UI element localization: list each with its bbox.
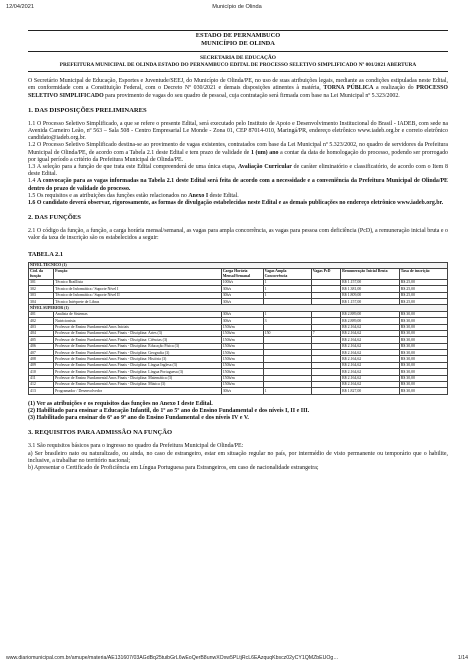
table-header-cell: Vagas Ampla Concorrência — [263, 269, 311, 280]
print-page-number: 1/14 — [457, 655, 468, 661]
print-url: www.diariomunicipal.com.br/amupe/materia/AE131607/03AGdBq25tuibGrL6wEoQerB8unwXOxw5PLtjRcL6EAzquqKbscz02yCY1QMZbEUOg… — [6, 655, 339, 661]
table-cell: Programador / Desenvolvedor — [54, 388, 222, 394]
table-cell: 150h/m — [221, 343, 263, 349]
print-page-title: Município de Olinda — [212, 4, 262, 10]
table-cell: 30h/s — [221, 311, 263, 317]
table-cell: R$ 2.889,00 — [341, 318, 400, 324]
table-cell: R$ 30,00 — [399, 362, 447, 368]
table-notes — [28, 401, 448, 423]
table-cell: R$ 30,00 — [399, 381, 447, 387]
table-cell: 1 — [263, 388, 311, 394]
table-cell: 150h/m — [221, 350, 263, 356]
edital-title: PREFEITURA MUNICIPAL DE OLINDA ESTADO DO PERNAMBUCO EDITAL DE PROCESSO SELETIVO SIMPLIFICADO Nº 001/2021 ABERTURA — [59, 61, 417, 68]
table-cell: Professor de Ensino Fundamental Anos Finais - Disciplina: História (3) — [54, 356, 222, 362]
table-cell: 303 — [29, 292, 54, 298]
note-3: (3) Habilitado para ensinar do 6º ao 9º ano do Ensino Fundamental e dos níveis IV e V. — [28, 415, 249, 422]
item-3-1: 3.1 São requisitos básicos para o ingresso no quadro da Prefeitura Municipal de Olinda/PE: — [28, 443, 244, 450]
table-cell: 406 — [29, 343, 54, 349]
table-cell: 150 — [263, 330, 311, 336]
document-body — [28, 30, 448, 472]
table-cell: Analista de Sistemas — [54, 311, 222, 317]
table-cell: Técnico de Informática / Suporte Nível I — [54, 286, 222, 292]
section-3-title: 3. REQUISITOS PARA ADMISSÃO NA FUNÇÃO — [28, 429, 173, 437]
table-cell: Professor de Ensino Fundamental Anos Finais - Disciplina: Educação Física (3) — [54, 343, 222, 349]
table-cell: R$ 2.164,62 — [341, 356, 400, 362]
table-group-label: NÍVEL SUPERIOR (1) — [29, 305, 448, 311]
table-cell: Técnico de Informática / Suporte Nível II — [54, 292, 222, 298]
table-cell: Professor de Ensino Fundamental Anos Finais - Disciplina: Ciências (3) — [54, 337, 222, 343]
table-cell: R$ 30,00 — [399, 388, 447, 394]
table-cell: 411 — [29, 375, 54, 381]
table-cell: R$ 25,00 — [399, 292, 447, 298]
table-cell: R$ 2.164,62 — [341, 369, 400, 375]
document-header — [28, 30, 448, 72]
table-cell: 301 — [29, 279, 54, 285]
item-1-4: 1.4 A convocação para as vagas informadas na Tabela 2.1 deste Edital será feita de acordo com a necessidade e a conveniência da Prefeitura Municipal de Olinda/PE dentro do prazo de validade do processo. — [28, 178, 448, 192]
browser-print-footer — [6, 655, 468, 664]
table-group-label: NÍVEL TÉCNICO (1) — [29, 262, 448, 268]
table-cell: 1 — [263, 292, 311, 298]
note-2: (2) Habilitado para ensinar a Educação Infantil, do 1º ao 5º ano do Ensino Fundamental e dos níveis I, II e III. — [28, 407, 310, 414]
table-cell: R$ 30,00 — [399, 369, 447, 375]
table-cell: 402 — [29, 318, 54, 324]
table-cell: 150h/m — [221, 369, 263, 375]
item-2-1: 2.1 O código da função, a função, a carga horária mensal/semanal, as vagas para ampla concorrência, as vagas para pessoa com deficiência (PcD), a remuneração inicial bruta e o valor da taxa de inscrição são os estabelecidos a seguir: — [28, 228, 448, 242]
item-1-6: 1.6 O candidato deverá observar, rigorosamente, as formas de divulgação estabelecidas neste Edital e as demais publicações no endereço eletrônico www.iadeb.org.br. — [28, 200, 444, 207]
table-cell: R$ 30,00 — [399, 343, 447, 349]
table-cell: 412 — [29, 381, 54, 387]
table-cell: 410 — [29, 369, 54, 375]
table-cell: Técnico Intérprete de Libras — [54, 299, 222, 305]
table-cell: 405 — [29, 337, 54, 343]
item-1-5: 1.5 Os requisitos e as atribuições das funções estão relacionados no Anexo I deste Edital. — [28, 192, 239, 199]
table-cell: 30h/s — [221, 318, 263, 324]
section-2-title: 2. DAS FUNÇÕES — [28, 214, 81, 222]
table-header-cell: Taxa de inscrição — [399, 269, 447, 280]
table-cell: R$ 2.164,62 — [341, 324, 400, 330]
table-cell: R$ 1.157,00 — [341, 279, 400, 285]
table-cell: 1 — [263, 279, 311, 285]
note-1: (1) Ver as atribuições e os requisitos das funções no Anexo I deste Edital. — [28, 400, 213, 407]
table-cell: 3 — [263, 318, 311, 324]
table-cell: R$ 1.809,00 — [341, 292, 400, 298]
table-cell: 150h/m — [221, 381, 263, 387]
table-cell: 150h/m — [221, 362, 263, 368]
table-cell: 403 — [29, 324, 54, 330]
table-cell: 30h/s — [221, 299, 263, 305]
table-cell: 150h/m — [221, 337, 263, 343]
table-cell: 150h/m — [221, 375, 263, 381]
table-cell: R$ 1.381,00 — [341, 286, 400, 292]
browser-print-header — [6, 4, 468, 14]
table-title: TABELA 2.1 — [28, 250, 64, 258]
table-cell: R$ 30,00 — [399, 337, 447, 343]
table-header-cell: Função — [54, 269, 222, 280]
item-3-1-b: b) Apresentar o Certificado de Proficiência em Língua Portuguesa para Estrangeiros, em caso de nacionalidade estrangeira; — [28, 464, 319, 471]
table-cell: Professor de Ensino Fundamental Anos Iniciais — [54, 324, 222, 330]
table-header-cell: Vagas PcD — [311, 269, 340, 280]
table-header-cell: Carga Horária Mensal/Semanal — [221, 269, 263, 280]
table-cell: R$ 30,00 — [399, 324, 447, 330]
print-date: 12/04/2021 — [6, 4, 34, 10]
table-cell: R$ 1.827,00 — [341, 388, 400, 394]
table-cell: R$ 25,00 — [399, 286, 447, 292]
table-cell: 30h/s — [221, 286, 263, 292]
table-cell: 409 — [29, 362, 54, 368]
section-1-title: 1. DAS DISPOSIÇÕES PRELIMINARES — [28, 106, 147, 114]
item-1-1: 1.1 O Processo Seletivo Simplificado, a que se refere o presente Edital, será executado pelo Instituto de Apoio e Desenvolvimento Institucional do Brasil - IADEB, com sede na Avenida Carneiro Leão, nº 563 – Sala 508 - Centro Empresarial Le Monde - Zona 01, CEP 87014-010, Maringá/PR, endereço eletrônico www.iadeb.org.br e correio eletrônico candidato@iadeb.org.br. — [28, 120, 448, 142]
table-cell: Técnico Braillista — [54, 279, 222, 285]
table-cell: Nutricionista — [54, 318, 222, 324]
table-header-row — [29, 269, 448, 280]
table-row — [29, 388, 448, 394]
table-cell: 150h/m — [221, 356, 263, 362]
functions-table — [28, 262, 448, 395]
table-cell: 407 — [29, 350, 54, 356]
table-cell: R$ 30,00 — [399, 375, 447, 381]
table-cell: Professor de Ensino Fundamental Anos Finais - Disciplina: Língua Portuguesa (3) — [54, 369, 222, 375]
table-cell: 302 — [29, 286, 54, 292]
item-1-3: 1.3 A seleção para a função de que trata este Edital compreenderá de uma única etapa, Avaliação Curricular de caráter eliminatório e classificatório, de acordo com o Item 8 deste Edital. — [28, 164, 448, 178]
city-name: MUNICÍPIO DE OLINDA — [201, 39, 275, 47]
table-cell: Professor de Ensino Fundamental Anos Finais - Disciplina: Música (3) — [54, 381, 222, 387]
table-cell: R$ 2.889,00 — [341, 311, 400, 317]
table-cell: 408 — [29, 356, 54, 362]
table-cell: R$ 30,00 — [399, 318, 447, 324]
table-cell: R$ 25,00 — [399, 279, 447, 285]
table-cell: R$ 30,00 — [399, 356, 447, 362]
table-cell: 404 — [29, 330, 54, 336]
table-cell: R$ 30,00 — [399, 330, 447, 336]
table-cell: R$ 2.164,62 — [341, 381, 400, 387]
intro-paragraph: O Secretário Municipal de Educação, Esportes e Juventude/SEEJ, do Município de Olinda/PE, no uso de suas atribuições legais, mediante as condições estipuladas neste Edital, em conformidade com a Constituição Federal, com o Decreto Nº 030/2021 e demais disposições atinentes à matéria, TORNA PÚBLICA a realização do PROCESSO SELETIVO SIMPLIFICADO para provimento de vagas do seu quadro de pessoal, cuja contratação será firmada com base na Lei Municipal nº 5.323/2002. — [28, 78, 449, 99]
table-header-cell: Remuneração Inicial Bruta — [341, 269, 400, 280]
table-cell: R$ 2.164,62 — [341, 337, 400, 343]
table-cell: 1 — [263, 311, 311, 317]
state-name: ESTADO DE PERNAMBUCO — [195, 32, 281, 39]
table-cell: Professor de Ensino Fundamental Anos Finais - Disciplina: Língua Inglesa (3) — [54, 362, 222, 368]
item-3-1-a: a) Ser brasileiro nato ou naturalizado, ou ainda, no caso de estrangeiro, estar em situação regular no país, por intermédio de visto permanente ou temporário que o habilite, inclusive, a trabalhar no território nacional; — [28, 450, 448, 464]
table-cell: 150h/m — [221, 330, 263, 336]
table-cell: 413 — [29, 388, 54, 394]
table-cell: R$ 25,00 — [399, 299, 447, 305]
table-cell: 1 — [263, 286, 311, 292]
item-1-2: 1.2 O Processo Seletivo Simplificado destina-se ao provimento de vagas existentes, contratados com base da Lei Municipal nº 5.323/2002, no quadro de servidores da Prefeitura Municipal de Olinda/PE, de acordo com a Tabela 2.1 deste Edital e tem prazo de validade de 1 (um) ano a contar da data de homologação do processo, podendo ser prorrogado por igual período a critério da Prefeitura Municipal de Olinda/PE. — [28, 142, 449, 163]
table-cell: 30h/s — [221, 388, 263, 394]
table-cell: Professor de Ensino Fundamental Anos Finais - Disciplina: Artes (3) — [54, 330, 222, 336]
table-cell: Professor de Ensino Fundamental Anos Finais - Disciplina: Matemática (3) — [54, 375, 222, 381]
table-cell: R$ 1.157,00 — [341, 299, 400, 305]
table-cell: R$ 30,00 — [399, 311, 447, 317]
table-cell: R$ 2.164,62 — [341, 330, 400, 336]
table-cell: 150h/m — [221, 324, 263, 330]
table-cell: 304 — [29, 299, 54, 305]
table-cell — [311, 388, 340, 394]
secretaria-name: SECRETARIA DE EDUCAÇÃO — [200, 55, 276, 62]
table-cell: 100h/s — [221, 279, 263, 285]
table-cell: 401 — [29, 311, 54, 317]
table-cell: 30h/s — [221, 292, 263, 298]
table-cell: R$ 2.164,62 — [341, 375, 400, 381]
table-cell: 7 — [311, 330, 340, 336]
table-cell: Professor de Ensino Fundamental Anos Finais - Disciplina: Geografia (3) — [54, 350, 222, 356]
table-cell: R$ 2.164,62 — [341, 343, 400, 349]
table-header-cell: Cód. da função — [29, 269, 54, 280]
table-cell: R$ 2.164,62 — [341, 362, 400, 368]
table-cell: R$ 30,00 — [399, 350, 447, 356]
table-cell: R$ 2.164,62 — [341, 350, 400, 356]
